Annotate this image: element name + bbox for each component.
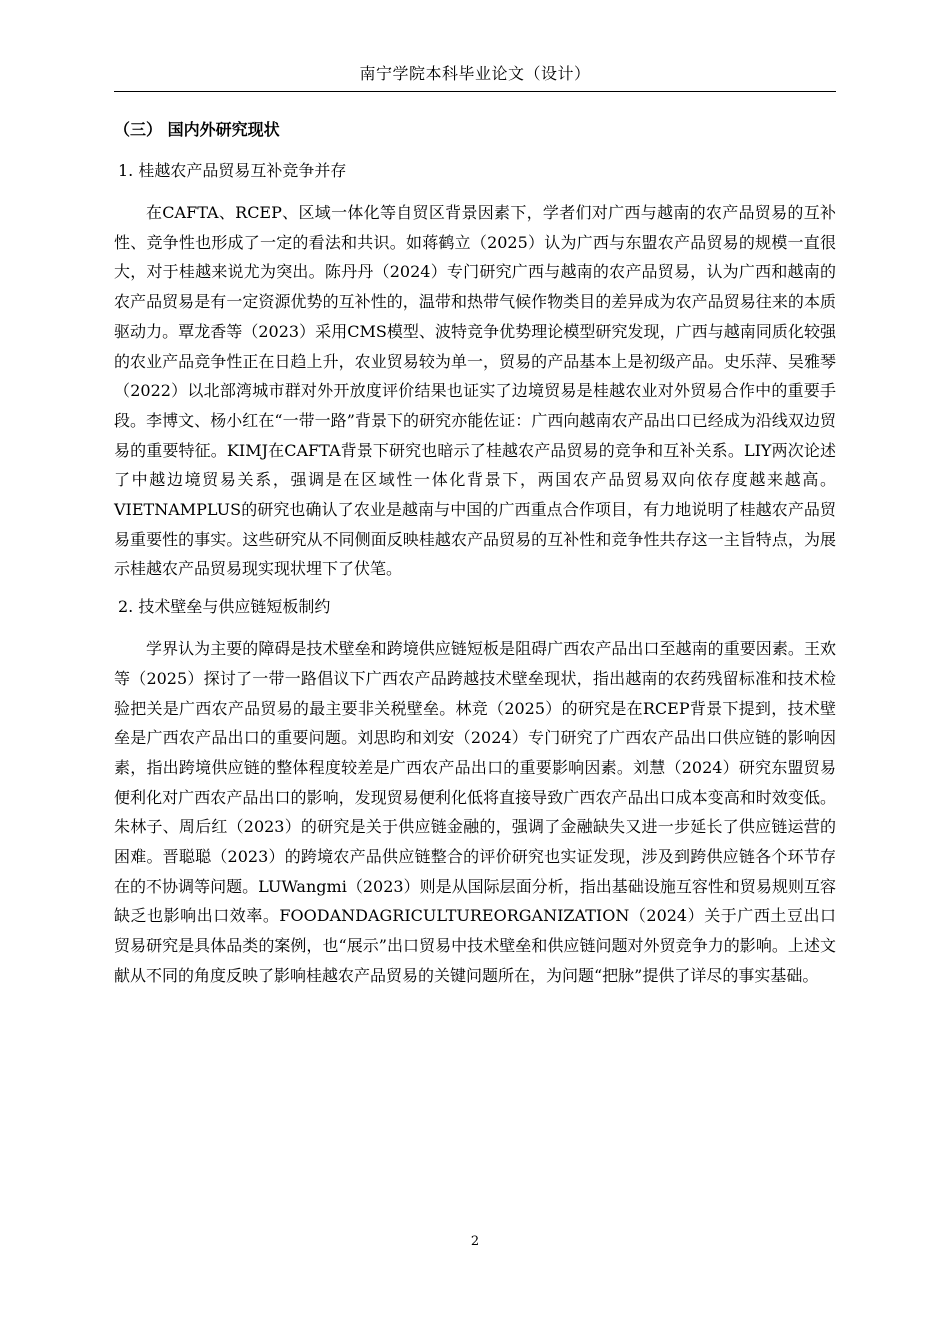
- page-number: 2: [470, 1234, 480, 1249]
- subsection-heading-2: 2. 技术壁垒与供应链短板制约: [118, 597, 331, 617]
- subsection-paragraph-1: 在CAFTA、RCEP、区域一体化等自贸区背景因素下，学者们对广西与越南的农产品贸易的互补性、竞争性也形成了一定的看法和共识。如蒋鹤立（2025）认为广西与东盟农产品贸易的规模一直很大，对于桂越来说尤为突出。陈丹丹（2024）专门研究广西与越南的农产品贸易，认为广西和越南的农产品贸易是有一定资源优势的互补性的，温带和热带气候作物类目的差异成为农产品贸易往来的本质驱动力。覃龙香等（2023）采用CMS模型、波特竞争优势理论模型研究发现，广西与越南同质化较强的农业产品竞争性正在日趋上升，农业贸易较为单一，贸易的产品基本上是初级产品。史乐萍、吴雅琴（2022）以北部湾城市群对外开放度评价结果也证实了边境贸易是桂越农业对外贸易合作中的重要手段。李博文、杨小红在“一带一路”背景下的研究亦能佐证：广西向越南农产品出口已经成为沿线双边贸易的重要特征。KIMJ在CAFTA背景下研究也暗示了桂越农产品贸易的竞争和互补关系。LIY两次论述了中越边境贸易关系，强调是在区域性一体化背景下，两国农产品贸易双向依存度越来越高。VIETNAMPLUS的研究也确认了农业是越南与中国的广西重点合作项目，有力地说明了桂越农产品贸易重要性的事实。这些研究从不同侧面反映桂越农产品贸易的互补性和竞争性共存这一主旨特点，为展示桂越农产品贸易现实现状埋下了伏笔。: [114, 203, 836, 579]
- subsection-paragraph-2: 学界认为主要的障碍是技术壁垒和跨境供应链短板是阻碍广西农产品出口至越南的重要因素。王欢等（2025）探讨了一带一路倡议下广西农产品跨越技术壁垒现状，指出越南的农药残留标准和技术检验把关是广西农产品贸易的最主要非关税壁垒。林竞（2025）的研究是在RCEP背景下提到，技术壁垒是广西农产品出口的重要问题。刘思昀和刘安（2024）专门研究了广西农产品出口供应链的影响因素，指出跨境供应链的整体程度较差是广西农产品出口的重要影响因素。刘慧（2024）研究东盟贸易便利化对广西农产品出口的影响，发现贸易便利化低将直接导致广西农产品出口成本变高和时效变低。朱林子、周后红（2023）的研究是关于供应链金融的，强调了金融缺失又进一步延长了供应链运营的困难。晋聪聪（2023）的跨境农产品供应链整合的评价研究也实证发现，涉及到跨供应链各个环节存在的不协调等问题。LUWangmi（2023）则是从国际层面分析，指出基础设施互容性和贸易规则互容缺乏也影响出口效率。FOODANDAGRICULTUREORGANIZATION（2024）关于广西土豆出口贸易研究是具体品类的案例，也“展示”出口贸易中技术壁垒和供应链问题对外贸竞争力的影响。上述文献从不同的角度反映了影响桂越农产品贸易的关键问题所在，为问题“把脉”提供了详尽的事实基础。: [114, 639, 836, 985]
- section-heading: （三） 国内外研究现状: [114, 120, 280, 139]
- page-header: 南宁学院本科毕业论文（设计）: [359, 64, 591, 83]
- page-body: [114, 112, 836, 999]
- header-divider: [114, 91, 836, 92]
- subsection-heading-1: 1. 桂越农产品贸易互补竞争并存: [118, 161, 347, 180]
